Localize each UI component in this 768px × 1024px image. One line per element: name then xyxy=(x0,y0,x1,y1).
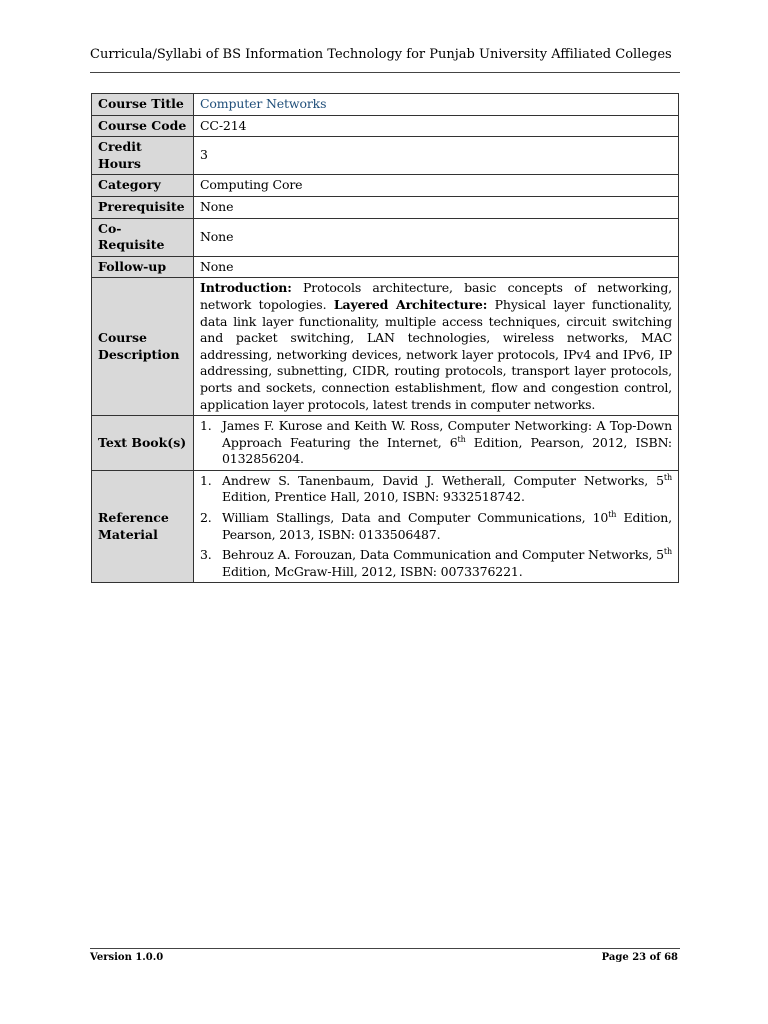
page-header: Curricula/Syllabi of BS Information Technology for Punjab University Affiliated Colleges xyxy=(90,47,672,62)
reference-text-rest: Edition, Prentice Hall, 2010, ISBN: 9332518742. xyxy=(222,489,525,505)
table-row xyxy=(92,218,679,256)
reference-list xyxy=(200,473,672,581)
reference-material-label: Reference Material xyxy=(92,470,194,583)
list-item xyxy=(200,547,672,580)
course-syllabus-table xyxy=(91,93,679,583)
list-number: 1. xyxy=(200,418,212,434)
footer-divider xyxy=(90,948,680,949)
prerequisite-value: None xyxy=(194,196,679,218)
version-label: Version 1.0.0 xyxy=(90,952,164,963)
course-code-label: Course Code xyxy=(92,115,194,137)
table-row xyxy=(92,115,679,137)
page-number: Page 23 of 68 xyxy=(601,952,678,963)
table-row xyxy=(92,278,679,416)
textbook-list xyxy=(200,418,672,468)
introduction-heading: Introduction: xyxy=(200,280,292,296)
textbook-text: James F. Kurose and Keith W. Ross, Computer Networking: A Top-Down Approach Featuring the Internet, 6 xyxy=(222,418,672,450)
ordinal-suffix: th xyxy=(663,472,672,482)
followup-value: None xyxy=(194,256,679,278)
table-row xyxy=(92,175,679,197)
table-row xyxy=(92,137,679,175)
introduction-text: Protocols architecture, basic concepts of networking, network topologies. xyxy=(200,280,672,312)
textbooks-label: Text Book(s) xyxy=(92,416,194,471)
reference-text: William Stallings, Data and Computer Communications, 10 xyxy=(222,510,609,526)
reference-material-value xyxy=(194,470,679,583)
course-title-label: Course Title xyxy=(92,94,194,116)
table-row xyxy=(92,94,679,116)
layered-architecture-heading: Layered Architecture: xyxy=(333,296,488,312)
ordinal-suffix: th xyxy=(608,509,617,519)
corequisite-value: None xyxy=(194,218,679,256)
credit-hours-label: Credit Hours xyxy=(92,137,194,175)
list-item xyxy=(200,510,672,543)
followup-label: Follow-up xyxy=(92,256,194,278)
credit-hours-value: 3 xyxy=(194,137,679,175)
list-number: 3. xyxy=(200,547,212,563)
list-number: 1. xyxy=(200,472,212,488)
table-row xyxy=(92,196,679,218)
reference-text-rest: Edition, McGraw-Hill, 2012, ISBN: 0073376221. xyxy=(222,563,523,579)
table-row xyxy=(92,416,679,471)
ordinal-suffix: th xyxy=(663,547,672,557)
course-description-value xyxy=(194,278,679,416)
list-number: 2. xyxy=(200,510,212,526)
prerequisite-label: Prerequisite xyxy=(92,196,194,218)
layered-architecture-text: Physical layer functionality, data link layer functionality, multiple access techniques, circuit switching and packet switching, LAN technologies, wireless networks, MAC addressing, networking devices, network layer protocols, IPv4 and IPv6, IP addressing, subnetting, CIDR, routing protocols, transport layer protocols, ports and sockets, connection establishment, flow and congestion control, application layer protocols, latest trends in computer networks. xyxy=(200,296,673,412)
category-value: Computing Core xyxy=(194,175,679,197)
textbooks-value xyxy=(194,416,679,471)
course-description-label: Course Description xyxy=(92,278,194,416)
corequisite-label: Co-Requisite xyxy=(92,218,194,256)
ordinal-suffix: th xyxy=(457,434,466,444)
table-row xyxy=(92,470,679,583)
list-item xyxy=(200,418,672,468)
course-code-value: CC-214 xyxy=(194,115,679,137)
table-row xyxy=(92,256,679,278)
category-label: Category xyxy=(92,175,194,197)
reference-text-rest: Edition, Pearson, 2013, ISBN: 0133506487. xyxy=(222,510,672,542)
reference-text: Andrew S. Tanenbaum, David J. Wetherall, Computer Networks, 5 xyxy=(222,472,664,488)
header-divider xyxy=(90,72,680,73)
list-item xyxy=(200,473,672,506)
course-title-value: Computer Networks xyxy=(194,94,679,116)
textbook-text-rest: Edition, Pearson, 2012, ISBN: 0132856204. xyxy=(222,434,672,467)
reference-text: Behrouz A. Forouzan, Data Communication and Computer Networks, 5 xyxy=(222,547,664,563)
